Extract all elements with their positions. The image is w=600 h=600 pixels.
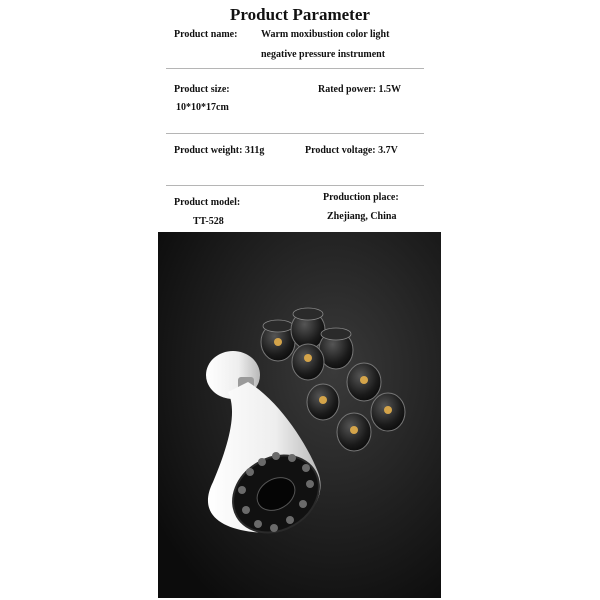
divider [166, 185, 424, 186]
product-name-value-line2: negative pressure instrument [261, 49, 386, 60]
product-size-value: 10*10*17cm [176, 102, 229, 113]
product-name-label: Product name: [174, 29, 238, 40]
divider [166, 133, 424, 134]
massage-device-with-cups-photo [158, 232, 441, 598]
divider [166, 68, 424, 69]
product-voltage: Product voltage: 3.7V [305, 145, 398, 156]
production-place-label: Production place: [323, 192, 399, 203]
production-place-value: Zhejiang, China [327, 211, 397, 222]
product-model-label: Product model: [174, 197, 241, 208]
product-name-value-line1: Warm moxibustion color light [261, 29, 390, 40]
rated-power: Rated power: 1.5W [318, 84, 402, 95]
product-size-label: Product size: [174, 84, 230, 95]
page-title: Product Parameter [230, 5, 370, 24]
product-model-value: TT-528 [193, 216, 224, 227]
product-weight: Product weight: 311g [174, 145, 265, 156]
